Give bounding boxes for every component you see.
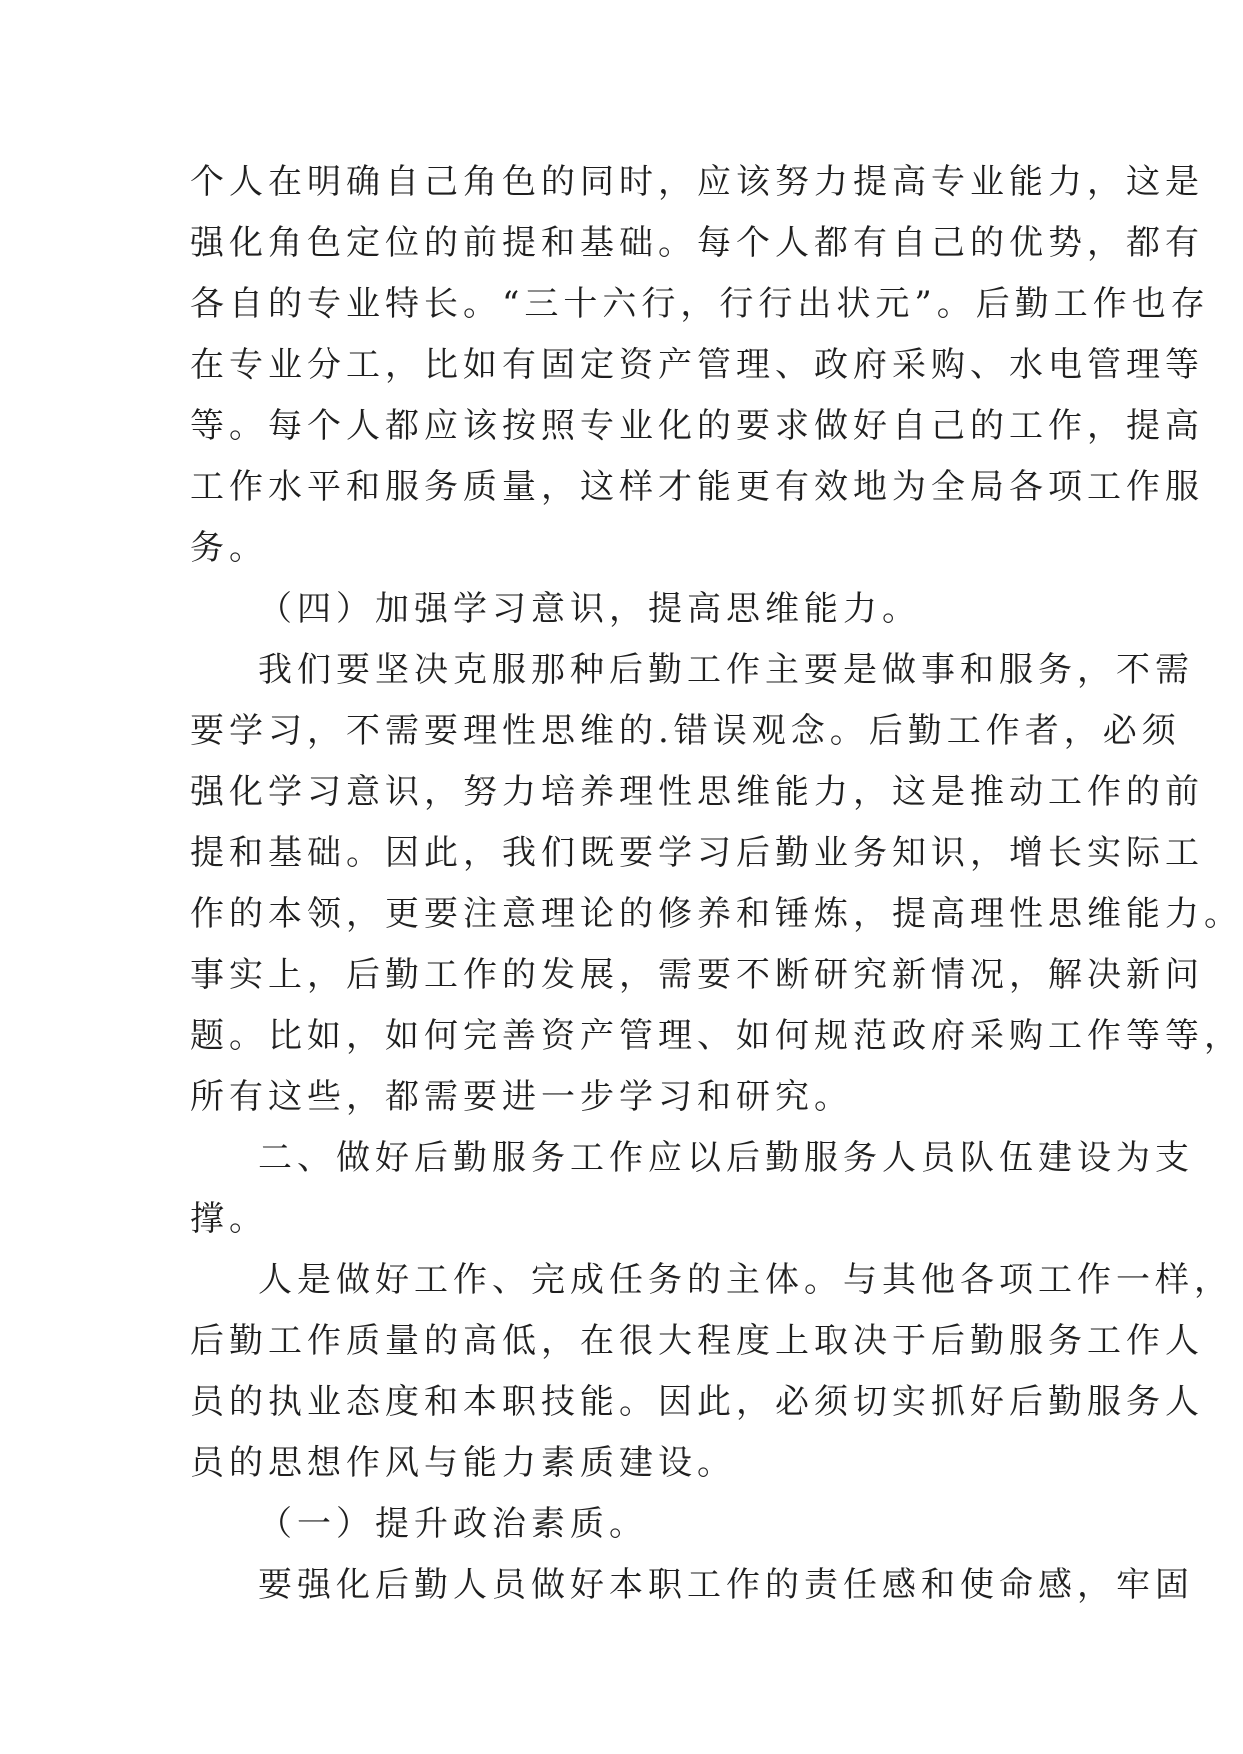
text-line: 员的思想作风与能力素质建设。 [190, 1443, 736, 1483]
text-line: 工作水平和服务质量，这样才能更有效地为全局各项工作服 [190, 467, 1204, 507]
document-text [190, 152, 1243, 1616]
text-line: 后勤工作质量的高低，在很大程度上取决于后勤服务工作人 [190, 1321, 1204, 1361]
section-heading: （四）加强学习意识，提高思维能力。 [258, 589, 921, 629]
section-heading: 二、做好后勤服务工作应以后勤服务人员队伍建设为支 [258, 1138, 1194, 1178]
text-line: 要强化后勤人员做好本职工作的责任感和使命感，牢固 [258, 1565, 1194, 1605]
text-line: 题。比如，如何完善资产管理、如何规范政府采购工作等等， [190, 1016, 1243, 1056]
text-line: 等。每个人都应该按照专业化的要求做好自己的工作，提高 [190, 406, 1204, 446]
text-line: 事实上，后勤工作的发展，需要不断研究新情况，解决新问 [190, 955, 1204, 995]
section-heading: （一）提升政治素质。 [258, 1504, 648, 1544]
text-line: 强化角色定位的前提和基础。每个人都有自己的优势，都有 [190, 223, 1204, 263]
text-line: 人是做好工作、完成任务的主体。与其他各项工作一样， [258, 1260, 1233, 1300]
text-line: 作的本领，更要注意理论的修养和锤炼，提高理性思维能力。 [190, 894, 1243, 934]
text-line: 提和基础。因此，我们既要学习后勤业务知识，增长实际工 [190, 833, 1204, 873]
text-line: 撑。 [190, 1199, 268, 1239]
text-line: 务。 [190, 528, 268, 568]
text-line: 员的执业态度和本职技能。因此，必须切实抓好后勤服务人 [190, 1382, 1204, 1422]
text-line: 我们要坚决克服那种后勤工作主要是做事和服务，不需 [258, 650, 1194, 690]
text-line: 要学习，不需要理性思维的.错误观念。后勤工作者，必须 [190, 711, 1181, 751]
text-line: 强化学习意识，努力培养理性思维能力，这是推动工作的前 [190, 772, 1204, 812]
text-line: 所有这些，都需要进一步学习和研究。 [190, 1077, 853, 1117]
text-line: 在专业分工，比如有固定资产管理、政府采购、水电管理等 [190, 345, 1204, 385]
text-line: 各自的专业特长。“三十六行，行行出状元”。后勤工作也存 [190, 284, 1210, 324]
text-line: 个人在明确自己角色的同时，应该努力提高专业能力，这是 [190, 162, 1204, 202]
